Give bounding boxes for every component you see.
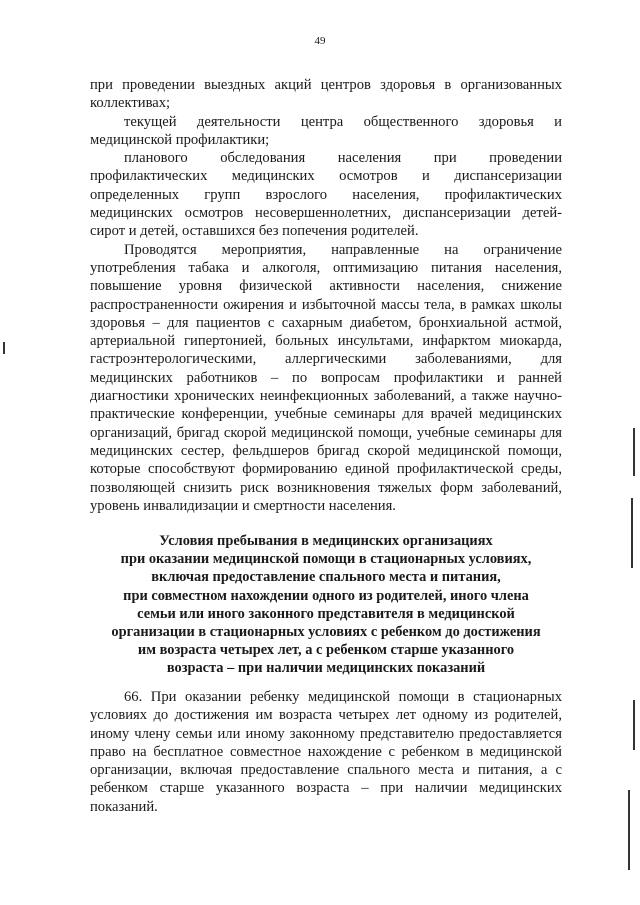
- scan-edge-mark: [631, 498, 633, 568]
- paragraph-66: 66. При оказании ребенку медицинской помощи в стационарных условиях до достижения им возраста четырех лет одному из родителей, иному члену семьи или иному законному представителю предоставляется право на бесплатное совместное нахождение с ребенком в медицинской организации, включая предоставление спального места и питания, а с ребенком старше указанного возраста – при наличии медицинских показаний.: [90, 689, 562, 815]
- paragraph-list-item-2: текущей деятельности центра общественного здоровья и медицинской профилактики;: [90, 113, 562, 148]
- body-text-top: [90, 76, 562, 515]
- heading-line: семьи или иного законного представителя в медицинской: [137, 605, 515, 622]
- heading-line: включая предоставление спального места и питания,: [151, 569, 501, 586]
- heading-line: при оказании медицинской помощи в стационарных условиях,: [120, 551, 532, 568]
- heading-line: при совместном нахождении одного из родителей, иного члена: [123, 587, 529, 604]
- heading-line: организации в стационарных условиях с ребенком до достижения: [111, 624, 541, 641]
- paragraph-measures: Проводятся мероприятия, направленные на ограничение употребления табака и алкоголя, оптимизацию питания населения, повышение уровня физической активности населения, снижение распространенности ожирения и избыточной массы тела, в рамках школы здоровья – для пациентов с сахарным диабетом, бронхиальной астмой, артериальной гипертонией, больных инсультами, инфарктом миокарда, гастроэнтерологическими, аллергическими заболеваниями, для медицинских работников – по вопросам профилактики и ранней диагностики хронических неинфекционных заболеваний, а также научно-практические конференции, учебные семинары для врачей медицинских организаций, бригад скорой медицинской помощи, учебные семинары для медицинских сестер, фельдшеров бригад скорой медицинской помощи, которые способствуют формированию единой профилактической среды, позволяющей снизить риск возникновения тяжелых форм заболеваний, уровень инвалидизации и смертности населения.: [90, 241, 562, 514]
- section-heading: [90, 532, 562, 678]
- heading-line: Условия пребывания в медицинских организациях: [159, 533, 493, 549]
- heading-line: им возраста четырех лет, а с ребенком старше указанного: [137, 642, 515, 659]
- scan-edge-mark: [3, 342, 5, 354]
- paragraph-list-item-1: при проведении выездных акций центров здоровья в организованных коллективах;: [90, 77, 562, 112]
- scan-edge-mark: [628, 790, 630, 870]
- body-text-bottom: [90, 688, 562, 816]
- scan-edge-mark: [633, 428, 635, 476]
- paragraph-list-item-3: планового обследования населения при проведении профилактических медицинских осмотров и диспансеризации определенных групп взрослого населения, профилактических медицинских осмотров несовершеннолетних, диспансеризации детей-сирот и детей, оставшихся без попечения родителей.: [90, 150, 562, 240]
- scan-edge-mark: [633, 700, 635, 750]
- heading-line: возраста – при наличии медицинских показаний: [166, 660, 486, 677]
- page-number: 49: [314, 35, 326, 47]
